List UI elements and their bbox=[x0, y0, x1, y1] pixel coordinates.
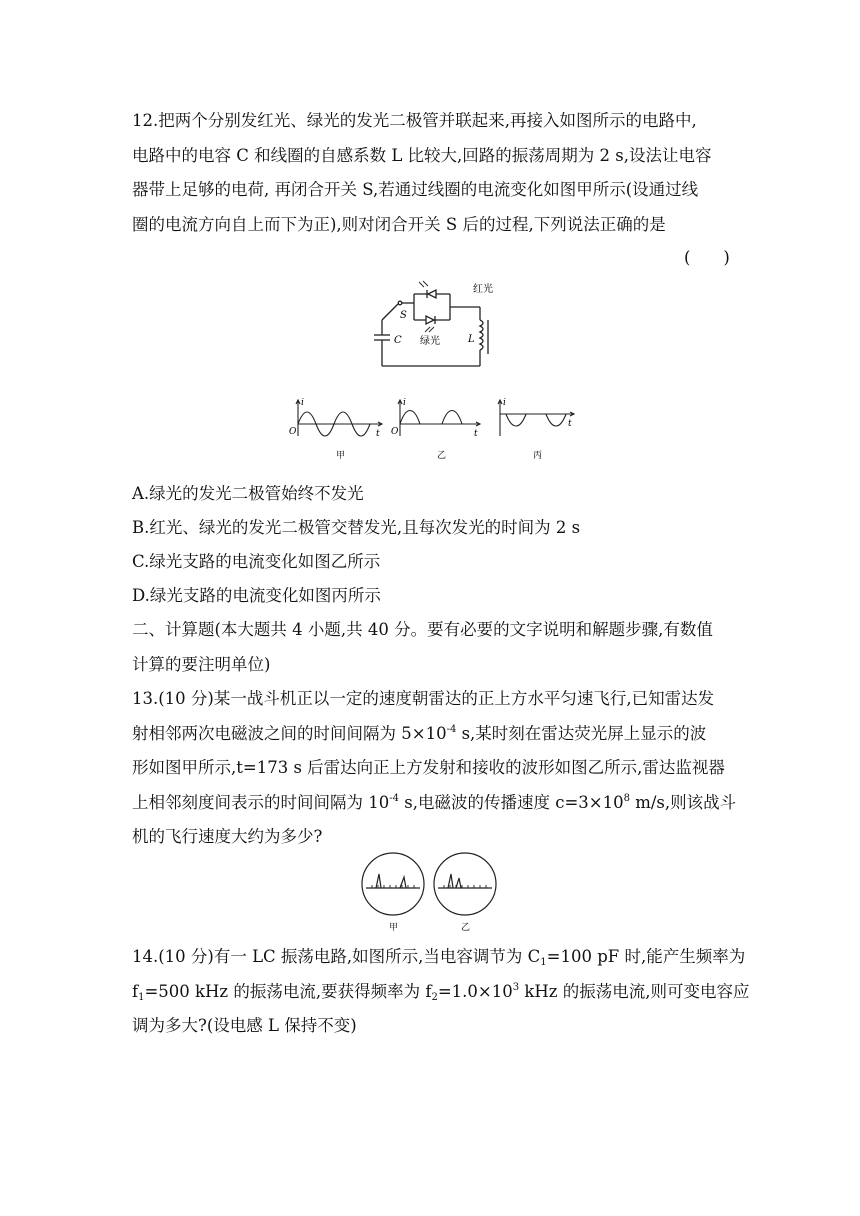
q14-line-2: $f_1=500$ kHz 的振荡电流,要获得频率为 $f_2=1.0\times 10^3$ kHz 的振荡电流,则可变电容应 bbox=[132, 981, 750, 1003]
radar-screen-yi bbox=[434, 853, 496, 915]
section-2-line-1: 二、计算题(本大题共 4 小题,共 40 分。要有必要的文字说明和解题步骤,有数值 bbox=[132, 620, 713, 639]
q12-line-2: 电路中的电容 C 和线圈的自感系数 L 比较大,回路的振荡周期为 2 s,设法让电容 bbox=[132, 145, 712, 165]
graph-bing-ylabel: i bbox=[503, 398, 506, 408]
radar-yi-caption: 乙 bbox=[461, 923, 471, 933]
lc-circuit-diagram bbox=[370, 280, 500, 372]
q13-line-2: 射相邻两次电磁波之间的时间间隔为 $5\times 10^{-4}$ s,某时刻在雷达荧光屏上显示的波 bbox=[132, 723, 707, 743]
graph-jia-caption: 甲 bbox=[336, 451, 346, 461]
capacitor-label: C bbox=[394, 335, 402, 346]
section-2-line-2: 计算的要注明单位) bbox=[132, 654, 271, 674]
graph-yi-ylabel: i bbox=[403, 398, 406, 408]
graph-yi-origin: O bbox=[391, 427, 399, 437]
graph-jia bbox=[296, 400, 382, 436]
section-2-heading bbox=[132, 613, 732, 682]
red-label: 红光 bbox=[473, 284, 493, 295]
q13-line-5: 机的飞行速度大约为多少? bbox=[132, 827, 323, 846]
graph-bing-caption: 丙 bbox=[533, 451, 543, 461]
answer-bracket: ( ) bbox=[684, 248, 730, 267]
option-b: B.红光、绿光的发光二极管交替发光,且每次发光的时间为 2 s bbox=[132, 518, 581, 537]
inductor-coil bbox=[480, 320, 483, 350]
graph-jia-xlabel: t bbox=[376, 429, 380, 439]
radar-yi-pulse-1 bbox=[448, 874, 453, 888]
q13-line-4: 上相邻刻度间表示的时间间隔为 $10^{-4}$ s,电磁波的传播速度 $c=3\times 10^8$ m/s,则该战斗 bbox=[132, 792, 737, 812]
graph-bing-dip-1 bbox=[506, 414, 526, 426]
q14-line-3: 调为多大?(设电感 L 保持不变) bbox=[132, 1016, 357, 1035]
graph-bing-dip-2 bbox=[546, 414, 566, 426]
graph-bing bbox=[498, 400, 574, 436]
radar-screen-jia bbox=[362, 853, 424, 915]
graph-jia-origin: O bbox=[289, 427, 297, 437]
q14-stem bbox=[132, 940, 750, 1044]
radar-yi-pulse-2 bbox=[456, 878, 461, 888]
graph-jia-ylabel: i bbox=[301, 398, 304, 408]
q12-stem bbox=[132, 104, 732, 242]
radar-jia-caption: 甲 bbox=[389, 923, 399, 933]
switch-label: S bbox=[400, 310, 407, 321]
radar-jia-pulse-1 bbox=[376, 874, 381, 888]
graph-bing-xlabel: t bbox=[568, 419, 572, 429]
radar-jia-pulse-2 bbox=[400, 877, 406, 888]
graph-yi bbox=[398, 400, 480, 436]
q12-line-1: 12.把两个分别发红光、绿光的发光二极管并联起来,再接入如图所示的电路中, bbox=[132, 111, 697, 130]
red-diode bbox=[428, 290, 436, 298]
q13-line-1: 13.(10 分)某一战斗机正以一定的速度朝雷达的正上方水平匀速飞行,已知雷达发 bbox=[132, 689, 715, 708]
q13-stem bbox=[132, 682, 737, 855]
graph-yi-hump-2 bbox=[442, 411, 462, 425]
switch-blade bbox=[382, 304, 398, 320]
q12-line-3: 器带上足够的电荷, 再闭合开关 S,若通过线圈的电流变化如图甲所示(设通过线 bbox=[132, 180, 699, 199]
radar-screens bbox=[360, 850, 510, 934]
inductor-label: L bbox=[468, 334, 475, 345]
q12-line-4: 圈的电流方向自上而下为正),则对闭合开关 S 后的过程,下列说法正确的是 bbox=[132, 214, 666, 234]
green-label: 绿光 bbox=[420, 336, 440, 347]
graph-yi-caption: 乙 bbox=[437, 451, 447, 461]
graph-yi-xlabel: t bbox=[474, 429, 478, 439]
green-diode bbox=[426, 316, 434, 324]
option-c: C.绿光支路的电流变化如图乙所示 bbox=[132, 552, 381, 571]
option-a: A.绿光的发光二极管始终不发光 bbox=[132, 484, 364, 503]
graph-yi-hump-1 bbox=[400, 411, 420, 425]
q14-line-1: 14.(10 分)有一 LC 振荡电路,如图所示,当电容调节为 $C_1=100$ pF 时,能产生频率为 bbox=[132, 947, 746, 968]
q13-line-3: 形如图甲所示,t=173 s 后雷达向正上方发射和接收的波形如图乙所示,雷达监视器 bbox=[132, 758, 725, 777]
current-graphs bbox=[284, 396, 584, 462]
option-d: D.绿光支路的电流变化如图丙所示 bbox=[132, 586, 381, 605]
